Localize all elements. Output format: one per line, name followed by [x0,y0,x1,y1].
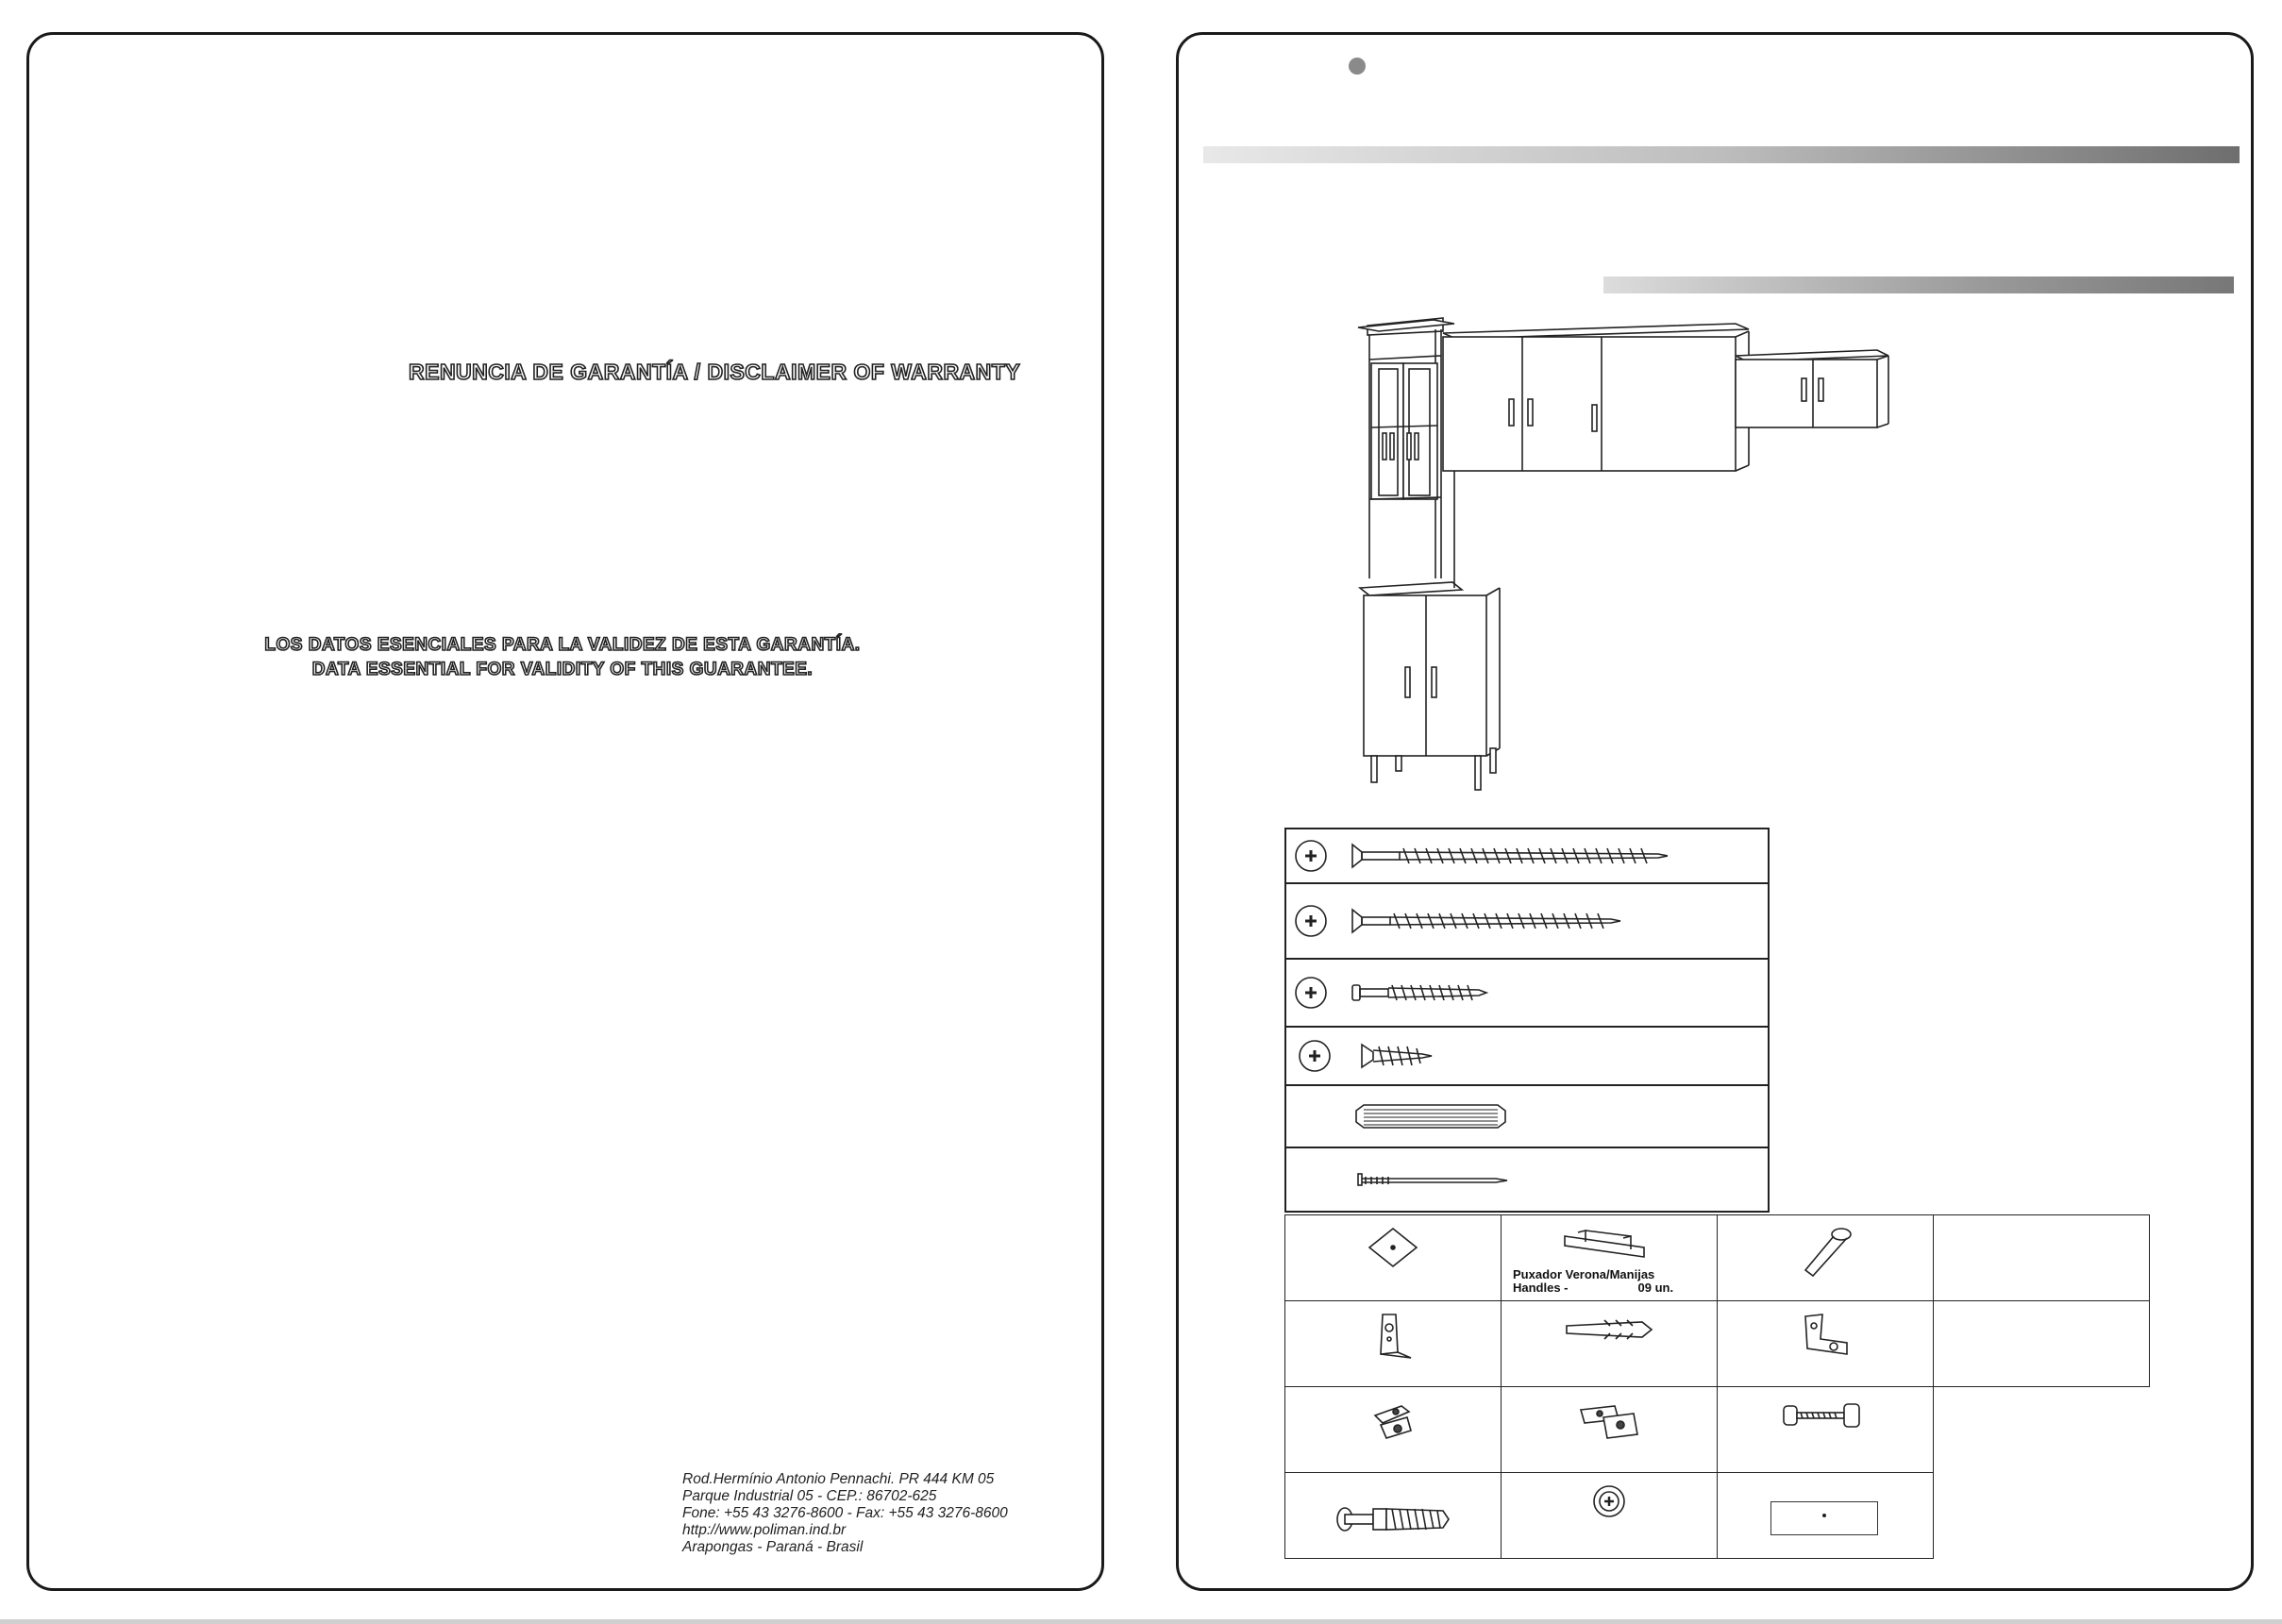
small-phillips-screw-icon [1285,1027,1769,1085]
hinge-plate-icon [1571,1397,1647,1453]
long-phillips-screw-icon [1285,829,1769,883]
hinge-icon [1360,1397,1426,1453]
screws-table [1284,828,1770,1213]
minifix-bolt-cell [1285,1473,1502,1559]
address-street: Rod.Hermínio Antonio Pennachi. PR 444 KM 05 [682,1471,995,1487]
wooden-dowel-icon [1285,1085,1769,1147]
wall-bracket-icon [1360,1311,1426,1367]
screw-row [1285,959,1769,1027]
left-page [26,32,1104,1591]
corner-bracket-cell [1718,1301,1934,1387]
hinge-plate-cell [1502,1387,1718,1473]
address-industrial-park: Parque Industrial 05 - CEP.: 86702-625 [682,1488,937,1504]
essential-data-heading [209,35,916,695]
screw-row [1285,1085,1769,1147]
right-page [1176,32,2254,1591]
address-city: Arapongas - Paraná - Brasil [682,1539,864,1555]
label-sticker-icon [1770,1501,1878,1535]
bullet-dot [1349,58,1366,75]
essential-data-line-es: LOS DATOS ESENCIALES PARA LA VALIDEZ DE ESTA GARANTÍA. [264,635,861,655]
warranty-title: RENUNCIA DE GARANTÍA / DISCLAIMER OF WARRANTY [409,360,1021,384]
screw-row [1285,829,1769,883]
blank-cell [1934,1473,2150,1559]
empty-cell [1934,1301,2150,1387]
corner-bracket-icon [1792,1311,1858,1367]
handle-quantity: 09 un. [1637,1281,1674,1295]
wall-plug-icon [1557,1311,1661,1348]
company-address [682,1471,1008,1556]
essential-data-line-en: DATA ESSENTIAL FOR VALIDITY OF THIS GUARANTEE. [311,660,814,679]
bottom-edge-rule [0,1619,2282,1624]
address-website: http://www.poliman.ind.br [682,1522,847,1538]
handle-cell [1502,1215,1718,1301]
header-gradient-bar [1203,146,2240,163]
medium-phillips-screw-icon [1285,883,1769,959]
shelf-support-icon [1778,1397,1872,1434]
handle-label-line-2 [1513,1281,1673,1295]
hardware-parts-grid [1284,1214,2150,1559]
handle-label-text: Handles - [1513,1281,1569,1295]
nail-icon [1285,1147,1769,1212]
handle-icon [1557,1225,1661,1266]
screw-row [1285,883,1769,959]
blank-cell [1934,1387,2150,1473]
screw-row [1285,1147,1769,1212]
shelf-support-cell [1718,1387,1934,1473]
cabinet-foot-icon [1792,1225,1858,1281]
wall-plug-cell [1502,1301,1718,1387]
address-phone-fax: Fone: +55 43 3276-8600 - Fax: +55 43 3276-8600 [682,1505,1008,1521]
hinge-cell [1285,1387,1502,1473]
label-sticker-cell [1718,1473,1934,1559]
cam-lock-cell [1502,1473,1718,1559]
diamond-plate-icon [1360,1225,1426,1272]
short-phillips-screw-icon [1285,959,1769,1027]
kitchen-cabinet-illustration [1349,276,1905,805]
diamond-plate-cell [1285,1215,1502,1301]
cabinet-foot-cell [1718,1215,1934,1301]
screw-row [1285,1027,1769,1085]
empty-cell [1934,1215,2150,1301]
wall-bracket-cell [1285,1301,1502,1387]
cam-lock-icon [1586,1482,1633,1520]
handle-label-line-1: Puxador Verona/Manijas [1513,1267,1655,1281]
handle-label [1513,1268,1673,1295]
minifix-bolt-icon [1332,1496,1454,1543]
